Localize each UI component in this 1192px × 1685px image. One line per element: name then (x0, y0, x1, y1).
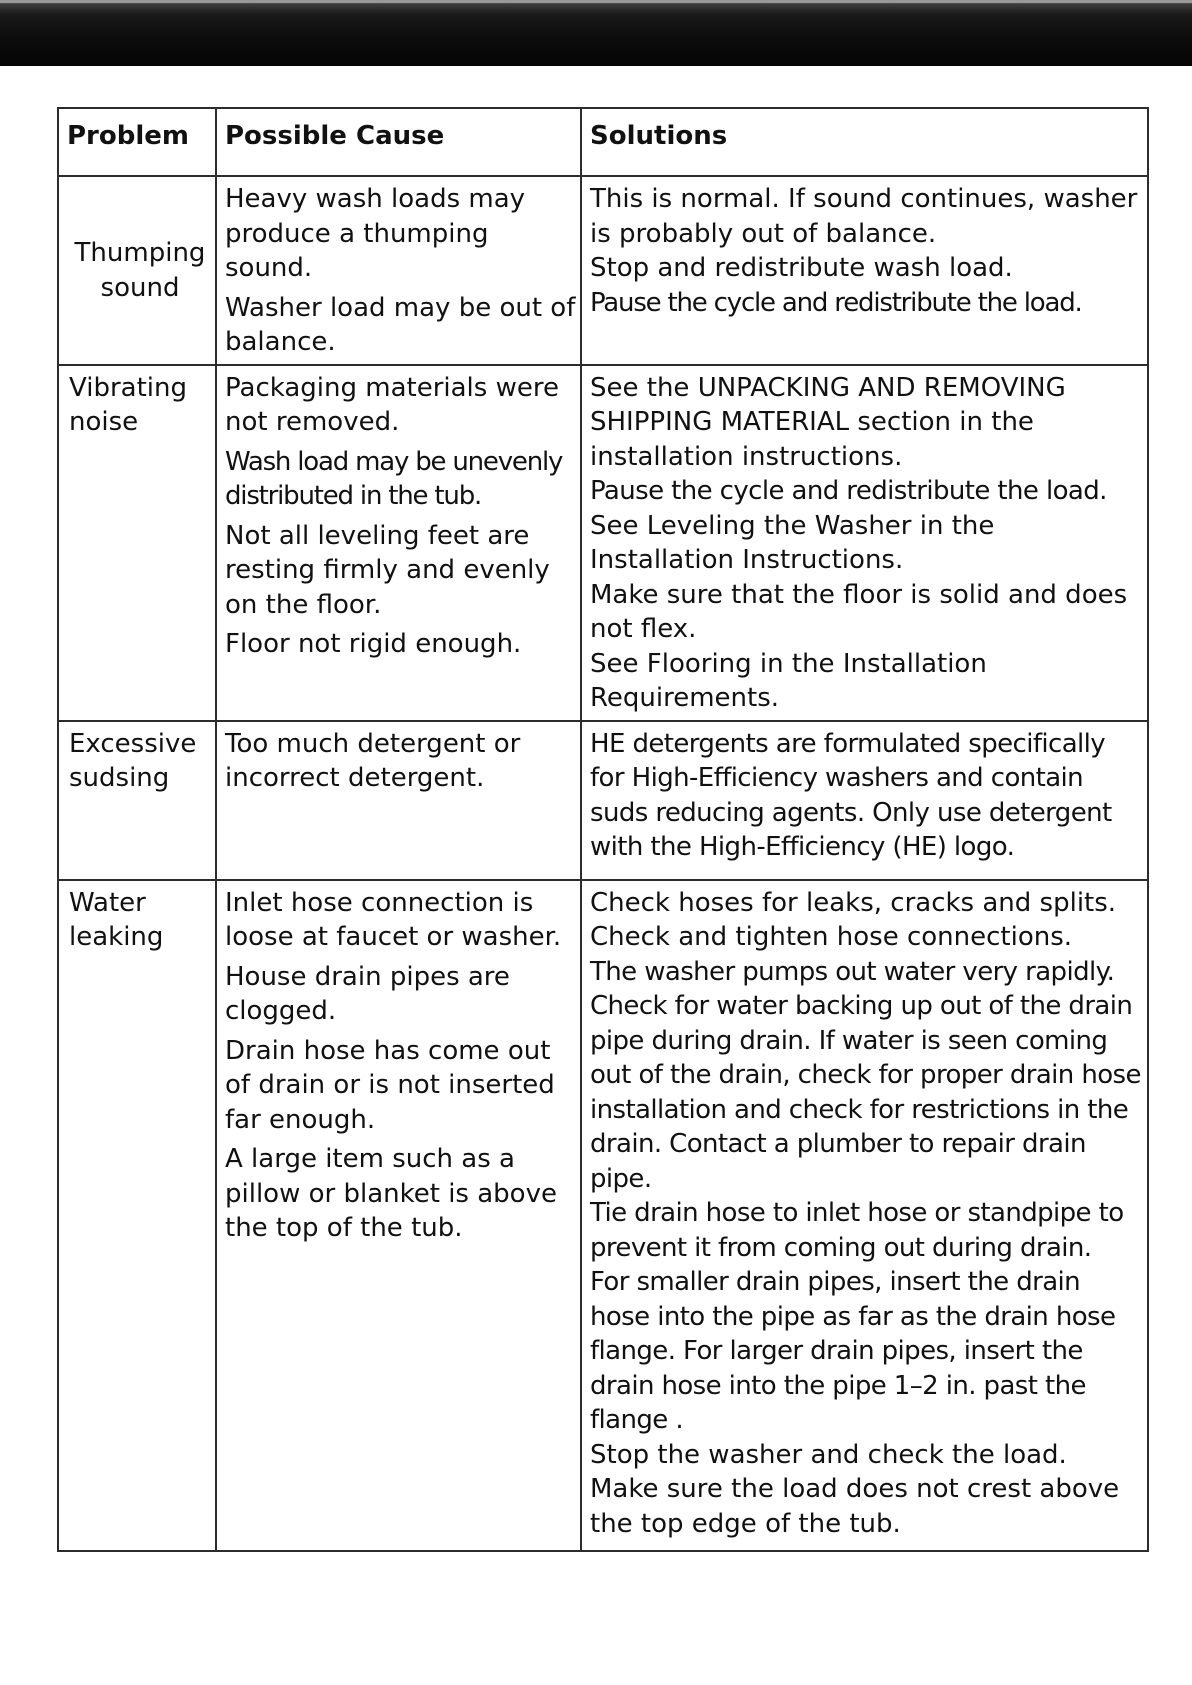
cause-item: Washer load may be out of balance. (225, 292, 576, 357)
table-row (58, 176, 1148, 365)
solution-item: Check and tighten hose connections. (590, 922, 1073, 952)
cause-item: Heavy wash loads may produce a thumping sound. (225, 184, 526, 283)
problem-cell: Water leaking (58, 880, 216, 1551)
cause-item: Packaging materials were not removed. (225, 372, 559, 437)
table-row (58, 365, 1148, 721)
solution-cell (581, 721, 1148, 880)
solution-item: Make sure that the floor is solid and does not flex. (590, 579, 1128, 644)
solution-item: Pause the cycle and redistribute the load. (590, 287, 1082, 318)
solution-item: The washer pumps out water very rapidly. Check for water backing up out of the drain pipe during drain. If water is seen coming out of the drain, check for proper drain hose installation and check for restrictions in the drain. Contact a plumber to repair drain pipe. (590, 956, 1141, 1194)
cause-item: Not all leveling feet are resting firmly and evenly on the floor. (225, 520, 550, 620)
header-bar (0, 0, 1192, 66)
solution-item: HE detergents are formulated specifically for High-Efficiency washers and contain suds reducing agents. Only use detergent with the High-Efficiency (HE) logo. (590, 728, 1112, 862)
cause-item: Inlet hose connection is loose at faucet or washer. (225, 887, 562, 952)
solution-item: This is normal. If sound continues, washer is probably out of balance. (590, 184, 1138, 249)
header-bar-edge (0, 0, 1192, 3)
table-row (58, 721, 1148, 880)
table-header-row (58, 108, 1148, 176)
solution-item: Pause the cycle and redistribute the load. (590, 476, 1107, 506)
problem-cell: Excessive sudsing (58, 721, 216, 880)
cause-cell (216, 880, 581, 1551)
problem-cell: Thumping sound (58, 176, 216, 365)
solution-item: See Leveling the Washer in the Installation Instructions. (590, 510, 995, 575)
solution-item: See Flooring in the Installation Requirements. (590, 648, 987, 713)
cause-item: A large item such as a pillow or blanket is above the top of the tub. (225, 1144, 557, 1243)
solution-item: For smaller drain pipes, insert the drain hose into the pipe as far as the drain hose flange. For larger drain pipes, insert the drain hose into the pipe 1–2 in. past the flange . (590, 1267, 1116, 1435)
cause-item: Too much detergent or incorrect detergent. (225, 728, 521, 793)
troubleshooting-table (57, 107, 1149, 1552)
table-row (58, 880, 1148, 1551)
cause-item: Floor not rigid enough. (225, 629, 522, 659)
solution-item: See the UNPACKING AND REMOVING SHIPPING MATERIAL section in the installation instructions. (590, 372, 1066, 472)
solution-cell (581, 880, 1148, 1551)
solution-cell (581, 176, 1148, 365)
cause-item: Drain hose has come out of drain or is not inserted far enough. (225, 1035, 555, 1135)
cause-cell (216, 721, 581, 880)
header-solutions: Solutions (581, 108, 1148, 176)
header-problem: Problem (58, 108, 216, 176)
cause-item: House drain pipes are clogged. (225, 961, 510, 1026)
cause-item: Wash load may be unevenly distributed in the tub. (225, 446, 563, 511)
problem-cell: Vibrating noise (58, 365, 216, 721)
solution-item: Check hoses for leaks, cracks and splits. (590, 887, 1117, 918)
cause-cell (216, 365, 581, 721)
solution-item: Tie drain hose to inlet hose or standpipe to prevent it from coming out during drain. (590, 1198, 1124, 1263)
solution-item: Stop and redistribute wash load. (590, 253, 1013, 283)
header-possible-cause: Possible Cause (216, 108, 581, 176)
solution-cell (581, 365, 1148, 721)
cause-cell (216, 176, 581, 365)
solution-item: Stop the washer and check the load. Make sure the load does not crest above the top edge of the tub. (590, 1439, 1120, 1539)
